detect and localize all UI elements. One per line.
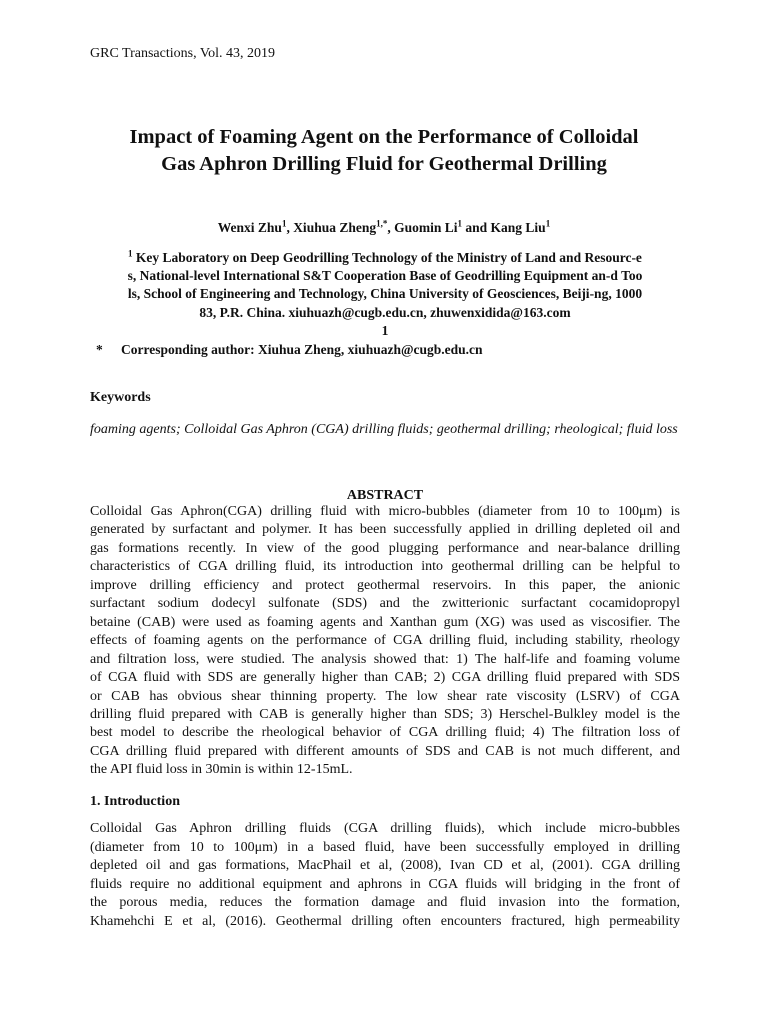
keywords-text: foaming agents; Colloidal Gas Aphron (CGA) drilling fluids; geothermal drilling; rheological; fluid loss xyxy=(90,422,678,437)
corresponding-text: Corresponding author: Xiuhua Zheng, xiuhuazh@cugb.edu.cn xyxy=(121,342,483,357)
author-affil-marker: 1 xyxy=(545,218,551,229)
abstract-line: and filtration loss, were studied. The analysis showed that: 1) The half-life and foaming volume xyxy=(90,651,680,667)
author-list xyxy=(60,220,708,236)
author-name: Kang Liu xyxy=(490,220,546,235)
author-name: Guomin Li xyxy=(394,220,458,235)
affiliation-line xyxy=(80,249,690,267)
author-affil-marker: 1 xyxy=(457,218,463,229)
abstract-line: improve drilling efficiency and protect geothermal reservoirs. In this paper, the anionic xyxy=(90,577,680,593)
abstract-body xyxy=(90,503,680,780)
abstract-line: gas formations recently. In view of the good plugging performance and near-balance drilling xyxy=(90,540,680,556)
title-line: Impact of Foaming Agent on the Performance of Colloidal xyxy=(129,126,639,148)
running-head: GRC Transactions, Vol. 43, 2019 xyxy=(90,46,276,61)
introduction-body xyxy=(90,820,680,932)
corresponding-marker: * xyxy=(96,342,103,357)
abstract-line: effects of foaming agents on the performance of CGA drilling fluid, including stability, rheology xyxy=(90,633,680,649)
affiliation-line: s, National-level International S&T Cooperation Base of Geodrilling Equipment an-d Too xyxy=(127,268,643,284)
abstract-heading: ABSTRACT xyxy=(346,488,424,503)
introduction-heading: 1. Introduction xyxy=(90,794,180,809)
introduction-line: (diameter from 10 to 100μm) in a based fluid, have been successfully employed in drilling xyxy=(90,839,680,855)
author-name: Wenxi Zhu xyxy=(217,220,282,235)
author-separator: , xyxy=(387,220,395,235)
author-affil-marker: 1,* xyxy=(376,218,388,229)
introduction-line: fluids require no additional equipment and aphrons in CGA fluids will bridging in the front of xyxy=(90,876,680,892)
affiliation xyxy=(80,249,690,340)
affiliation-line: 83, P.R. China. xiuhuazh@cugb.edu.cn, zhuwenxidida@163.com xyxy=(199,304,571,320)
abstract-line: the API fluid loss in 30min is within 12-15mL. xyxy=(90,762,353,778)
abstract-line: betaine (CAB) were used as foaming agents and Xanthan gum (XG) was used as viscosifier. The xyxy=(90,614,680,630)
keywords-heading: Keywords xyxy=(90,390,151,405)
abstract-line: surfactant sodium dodecyl sulfonate (SDS) and the zwitterionic surfactant cocamidopropyl xyxy=(90,596,680,612)
abstract-line: or CAB has obvious shear thinning property. The low shear rate viscosity (LSRV) of CGA xyxy=(90,688,680,704)
title-line: Gas Aphron Drilling Fluid for Geothermal Drilling xyxy=(161,153,607,175)
affiliation-line: 1 xyxy=(381,322,389,338)
introduction-line: the porous media, reduces the formation damage and fluid invasion into the formation, xyxy=(90,895,680,911)
abstract-line: best model to describe the rheological behavior of CGA drilling fluid; 4) The filtration loss of xyxy=(90,725,680,741)
abstract-line: CGA drilling fluid prepared with different amounts of SDS and CAB is not much different, and xyxy=(90,743,680,759)
introduction-line: Khamehchi E et al, (2016). Geothermal drilling often encounters fractured, high permeability xyxy=(90,913,680,929)
paper-title xyxy=(60,124,708,178)
author-name: Xiuhua Zheng xyxy=(293,220,377,235)
author-separator: , xyxy=(286,220,294,235)
introduction-line: depleted oil and gas formations, MacPhail et al, (2008), Ivan CD et al, (2001). CGA drilling xyxy=(90,858,680,874)
abstract-line: characteristics of CGA drilling fluid, its introduction into geothermal drilling can be helpful to xyxy=(90,559,680,575)
author-separator: and xyxy=(462,220,491,235)
corresponding-author xyxy=(96,342,483,358)
abstract-line: Colloidal Gas Aphron(CGA) drilling fluid with micro-bubbles (diameter from 10 to 100μm) is xyxy=(90,504,680,519)
affiliation-marker: 1 xyxy=(128,248,133,259)
abstract-line: generated by surfactant and polymer. It has been successfully applied in drilling depleted oil and xyxy=(90,522,680,538)
author-affil-marker: 1 xyxy=(281,218,287,229)
affiliation-line: ls, School of Engineering and Technology, China University of Geosciences, Beiji-ng, 1000 xyxy=(127,286,643,302)
abstract-line: drilling fluid prepared with CAB is generally higher than SDS; 3) Herschel-Bulkley model is the xyxy=(90,706,680,722)
abstract-line: of CGA fluid with SDS are generally higher than CAB; 2) CGA drilling fluid prepared with SDS xyxy=(90,670,680,686)
introduction-line: Colloidal Gas Aphron drilling fluids (CGA drilling fluids), which include micro-bubbles xyxy=(90,821,680,836)
affiliation-text: Key Laboratory on Deep Geodrilling Technology of the Ministry of Land and Resourc-e xyxy=(132,250,642,265)
